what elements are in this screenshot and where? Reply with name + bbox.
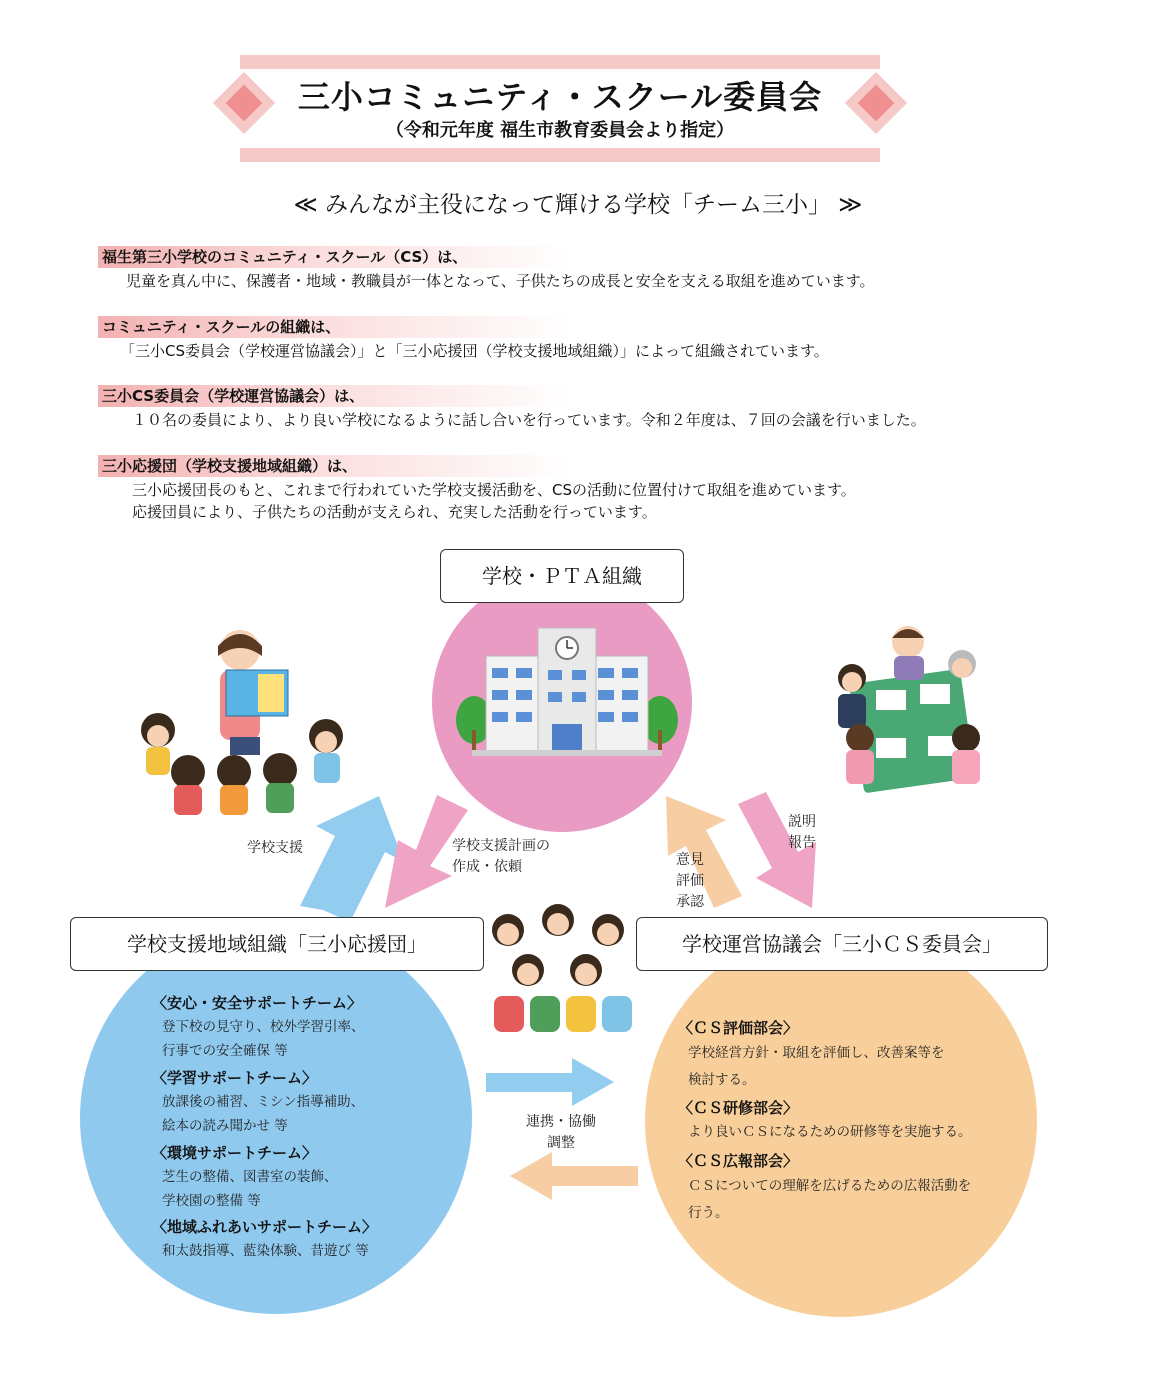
arrow-cooperate-left — [510, 1152, 638, 1200]
slogan: ≪ みんなが主役になって輝ける学校「チーム三小」 ≫ — [293, 192, 863, 218]
label-support-plan: 学校支援計画の 作成・依頼 — [452, 838, 550, 875]
cs-evaluation-desc: 学校経営方針・取組を評価し、改善案等を 検討する。 — [688, 1045, 945, 1088]
school-pta-box: 学校・ＰＴＡ組織 — [440, 549, 684, 603]
section-body-cs: 児童を真ん中に、保護者・地域・教職員が一体となって、子供たちの成長と安全を支える取組を進めています。 — [126, 272, 875, 290]
team-safety-name: 〈安心・安全サポートチーム〉 — [152, 994, 363, 1012]
team-learning-desc: 放課後の補習、ミシン指導補助、 絵本の読み聞かせ 等 — [162, 1094, 365, 1134]
label-explain-report: 説明 報告 — [788, 814, 816, 851]
team-community-desc: 和太鼓指導、藍染体験、昔遊び 等 — [162, 1243, 369, 1259]
cs-publicity-desc: ＣＳについての理解を広げるための広報活動を 行う。 — [688, 1178, 972, 1221]
page-title: 三小コミュニティ・スクール委員会 — [297, 78, 823, 116]
section-body-organization: 「三小CS委員会（学校運営協議会）」と「三小応援団（学校支援地域組織）」によって組織されています。 — [120, 342, 829, 360]
support-group-box: 学校支援地域組織「三小応援団」 — [70, 917, 484, 971]
cs-publicity-name: 〈ＣＳ広報部会〉 — [678, 1152, 799, 1170]
team-environment-name: 〈環境サポートチーム〉 — [152, 1144, 318, 1162]
cs-committee-box: 学校運営協議会「三小ＣＳ委員会」 — [636, 917, 1048, 971]
arrow-cooperate-right — [486, 1058, 614, 1106]
section-heading-support-group: 三小応援団（学校支援地域組織）は、 — [98, 455, 572, 477]
section-heading-organization: コミュニティ・スクールの組織は、 — [98, 316, 572, 338]
section-body-cs-committee: １０名の委員により、より良い学校になるように話し合いを行っています。令和２年度は、７回の会議を行いました。 — [132, 411, 926, 429]
label-cooperation: 連携・協働 調整 — [526, 1114, 596, 1151]
section-body-support-group: 三小応援団長のもと、これまで行われていた学校支援活動を、CSの活動に位置付けて取組を進めています。 応援団員により、子供たちの活動が支えられ、充実した活動を行っています。 — [132, 481, 856, 521]
team-community-name: 〈地域ふれあいサポートチーム〉 — [152, 1218, 378, 1236]
cs-training-name: 〈ＣＳ研修部会〉 — [678, 1099, 799, 1117]
section-heading-cs: 福生第三小学校のコミュニティ・スクール（CS）は、 — [98, 246, 572, 268]
label-opinion-evaluation: 意見 評価 承認 — [676, 852, 704, 910]
team-safety-desc: 登下校の見守り、校外学習引率、 行事での安全確保 等 — [162, 1019, 365, 1059]
team-learning-name: 〈学習サポートチーム〉 — [152, 1069, 318, 1087]
label-school-support: 学校支援 — [247, 840, 303, 856]
team-environment-desc: 芝生の整備、図書室の装飾、 学校園の整備 等 — [162, 1169, 338, 1209]
page-subtitle: （令和元年度 福生市教育委員会より指定） — [385, 120, 735, 141]
section-heading-cs-committee: 三小CS委員会（学校運営協議会）は、 — [98, 385, 572, 407]
cs-evaluation-name: 〈ＣＳ評価部会〉 — [678, 1019, 799, 1037]
cs-training-desc: より良いＣＳになるための研修等を実施する。 — [688, 1124, 972, 1140]
